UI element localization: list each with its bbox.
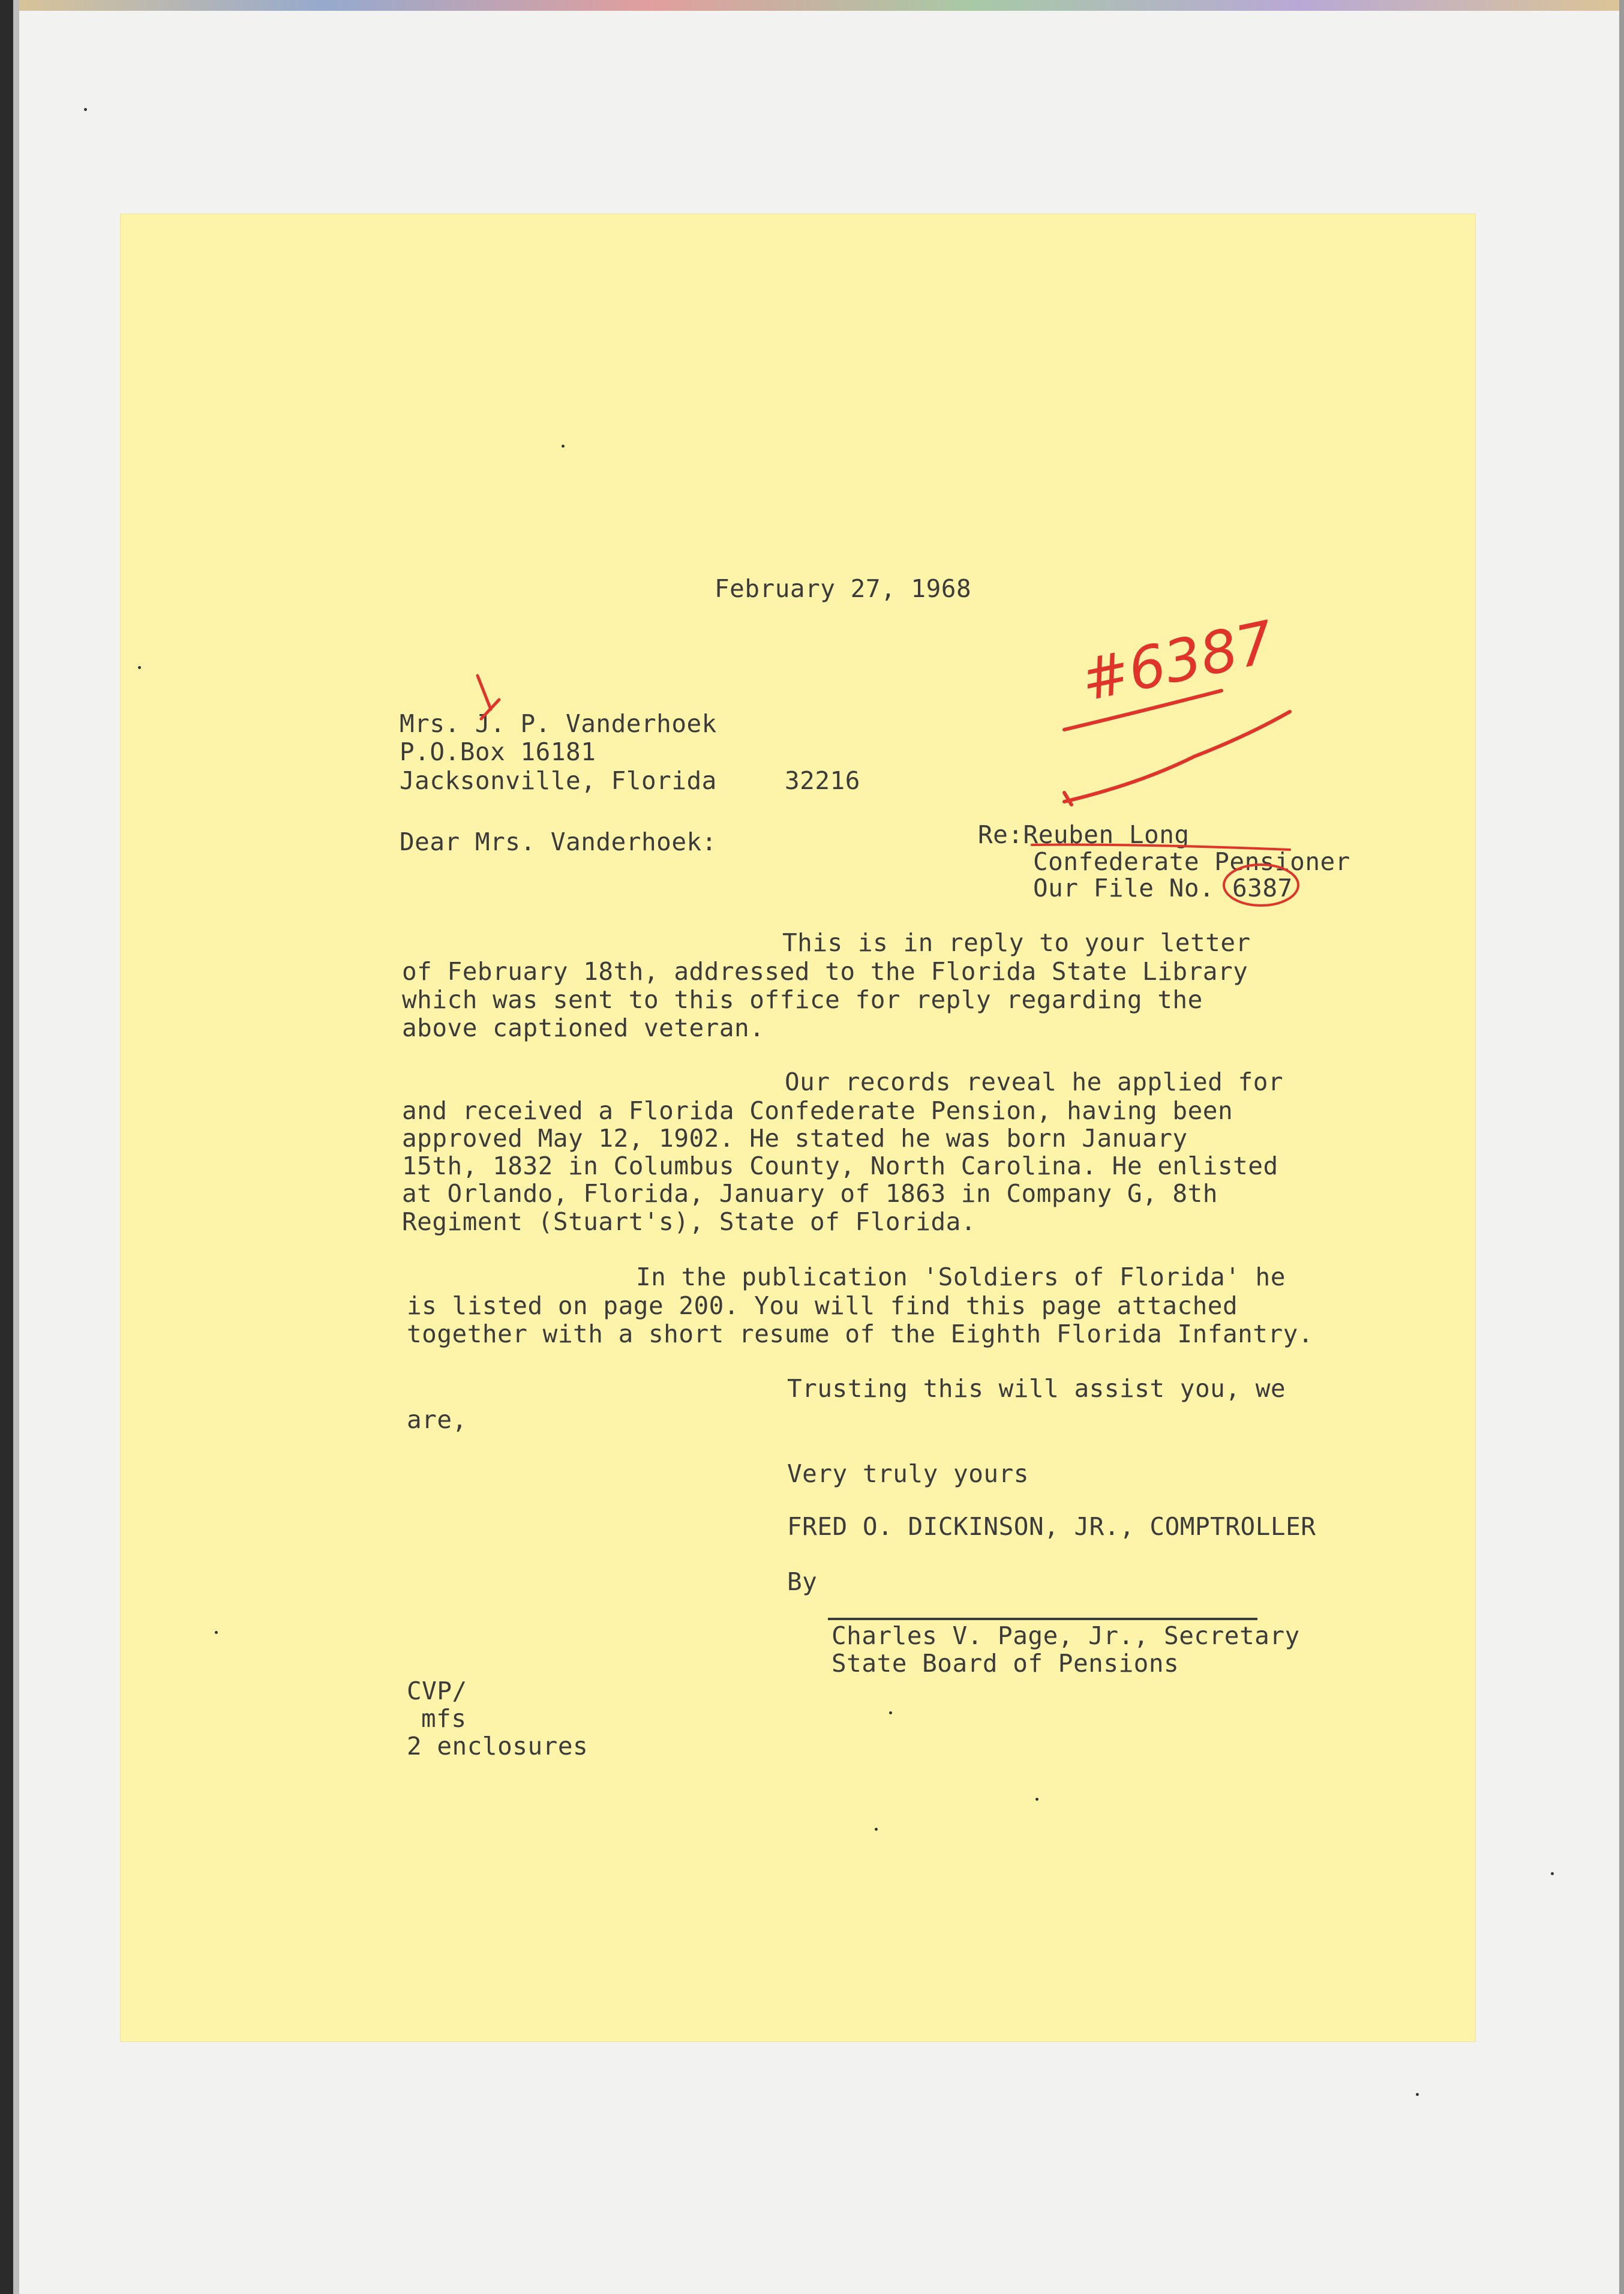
by-label: By: [787, 1567, 818, 1596]
tick-mark-icon: [478, 676, 499, 719]
paragraph-line: In the publication 'Soldiers of Florida' he: [636, 1263, 1286, 1291]
check-stroke: [1064, 712, 1290, 802]
reference-subject: Re:Reuben Long: [978, 820, 1190, 849]
handwritten-file-number: #6387: [1074, 608, 1280, 715]
letter-date: February 27, 1968: [715, 574, 972, 603]
signer-name: Charles V. Page, Jr., Secretary: [831, 1621, 1300, 1650]
paragraph-line: is listed on page 200. You will find this page attached: [407, 1291, 1238, 1320]
scan-border-left: [0, 0, 13, 2294]
initials-line: mfs: [421, 1704, 467, 1733]
letter-page: [120, 214, 1476, 2042]
scan-border-top: [0, 0, 1624, 11]
red-ink-marks: [120, 214, 1476, 2042]
paragraph-line: Our records reveal he applied for: [785, 1067, 1284, 1096]
paragraph-line: 15th, 1832 in Columbus County, North Carolina. He enlisted: [402, 1152, 1278, 1180]
reference-role: Confederate Pensioner: [1033, 847, 1350, 876]
salutation: Dear Mrs. Vanderhoek:: [400, 827, 717, 856]
scan-border-left-inner: [13, 0, 19, 2294]
paragraph-line: Trusting this will assist you, we: [787, 1374, 1286, 1403]
paragraph-line: Regiment (Stuart's), State of Florida.: [402, 1207, 976, 1236]
file-number-circle: [1224, 865, 1298, 905]
recipient-zip: 32216: [785, 766, 860, 795]
scan-border-right: [1619, 0, 1624, 2294]
paragraph-line: This is in reply to your letter: [782, 928, 1251, 957]
closing: Very truly yours: [787, 1459, 1029, 1488]
paragraph-line: together with a short resume of the Eighth Florida Infantry.: [407, 1320, 1314, 1348]
signer-title: State Board of Pensions: [831, 1649, 1179, 1678]
reference-file-number: 6387: [1232, 874, 1293, 902]
paragraph-line: approved May 12, 1902. He stated he was born January: [402, 1124, 1188, 1153]
recipient-city: Jacksonville, Florida: [400, 766, 717, 795]
signatory: FRED O. DICKINSON, JR., COMPTROLLER: [787, 1512, 1316, 1541]
paragraph-line: at Orlando, Florida, January of 1863 in Company G, 8th: [402, 1179, 1218, 1208]
recipient-box: P.O.Box 16181: [400, 737, 596, 766]
paragraph-line: are,: [407, 1405, 467, 1434]
paragraph-line: which was sent to this office for reply regarding the: [402, 985, 1203, 1014]
reference-underline: [1032, 845, 1290, 850]
reference-file-label: Our File No.: [1033, 874, 1215, 902]
recipient-name: Mrs. J. P. Vanderhoek: [400, 709, 717, 738]
paragraph-line: and received a Florida Confederate Pension, having been: [402, 1096, 1233, 1125]
paragraph-line: of February 18th, addressed to the Florida State Library: [402, 957, 1248, 986]
initials-line: CVP/: [407, 1677, 467, 1705]
enclosures: 2 enclosures: [407, 1732, 589, 1761]
paragraph-line: above captioned veteran.: [402, 1013, 765, 1042]
